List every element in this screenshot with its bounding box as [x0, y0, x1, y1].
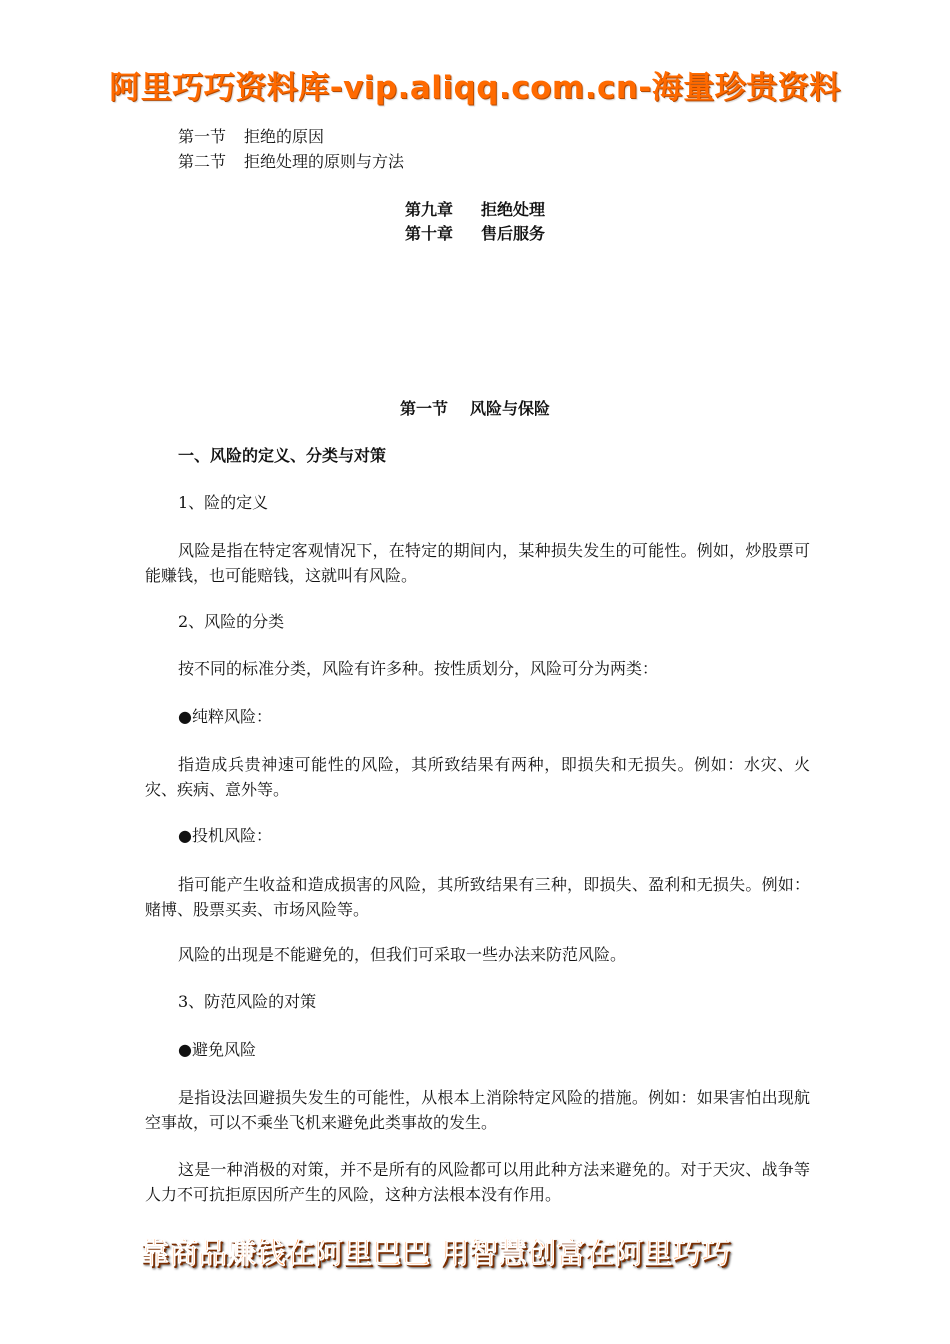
- chapter-number: 第九章: [404, 200, 453, 219]
- section-name: 风险与保险: [470, 399, 551, 418]
- chapter-name: 拒绝处理: [481, 200, 546, 219]
- chapter-number: 第十章: [404, 224, 453, 243]
- paragraph: 风险的出现是不能避免的，但我们可采取一些办法来防范风险。: [178, 945, 627, 964]
- toc-entry: [178, 125, 324, 149]
- toc-entry: [178, 150, 404, 174]
- paragraph: 指造成兵贵神速可能性的风险，其所致结果有两种，即损失和无损失。例如：水灾、火灾、疾病、意外等。: [145, 755, 810, 799]
- subheading-item: 1、险的定义: [178, 493, 269, 512]
- subheading-item: 3、防范风险的对策: [178, 992, 317, 1011]
- bullet-heading: ●纯粹风险：: [178, 707, 272, 726]
- bullet-heading: ●避免风险: [178, 1040, 256, 1059]
- toc-section-title: 拒绝处理的原则与方法: [244, 152, 405, 171]
- paragraph: 是指设法回避损失发生的可能性，从根本上消除特定风险的措施。例如：如果害怕出现航空事故，可以不乘坐飞机来避免此类事故的发生。: [145, 1088, 810, 1132]
- paragraph: 这是一种消极的对策，并不是所有的风险都可以用此种方法来避免的。对于天灾、战争等人力不可抗拒原因所产生的风险，这种方法根本没有作用。: [145, 1160, 810, 1204]
- chapter-title: [0, 222, 950, 246]
- subheading-item: 2、风险的分类: [178, 612, 285, 631]
- paragraph: 风险是指在特定客观情况下，在特定的期间内，某种损失发生的可能性。例如，炒股票可能赚钱，也可能赔钱，这就叫有风险。: [145, 541, 810, 585]
- toc-section-number: 第二节: [178, 152, 227, 171]
- bullet-heading: ●投机风险：: [178, 826, 272, 845]
- chapter-title: [0, 198, 950, 222]
- paragraph: 按不同的标准分类，风险有许多种。按性质划分，风险可分为两类：: [178, 659, 659, 678]
- toc-section-number: 第一节: [178, 127, 227, 146]
- section-number: 第一节: [399, 399, 448, 418]
- toc-section-title: 拒绝的原因: [244, 127, 325, 146]
- section-title: [0, 397, 950, 421]
- footer-banner: 靠商品赚钱在阿里巴巴 用智慧创富在阿里巧巧: [140, 1236, 731, 1270]
- header-banner: 阿里巧巧资料库-vip.aliqq.com.cn-海量珍贵资料: [109, 70, 841, 106]
- heading-level-1: 一、风险的定义、分类与对策: [178, 446, 387, 465]
- paragraph: 指可能产生收益和造成损害的风险，其所致结果有三种，即损失、盈利和无损失。例如：赌博、股票买卖、市场风险等。: [145, 875, 810, 919]
- chapter-name: 售后服务: [481, 224, 546, 243]
